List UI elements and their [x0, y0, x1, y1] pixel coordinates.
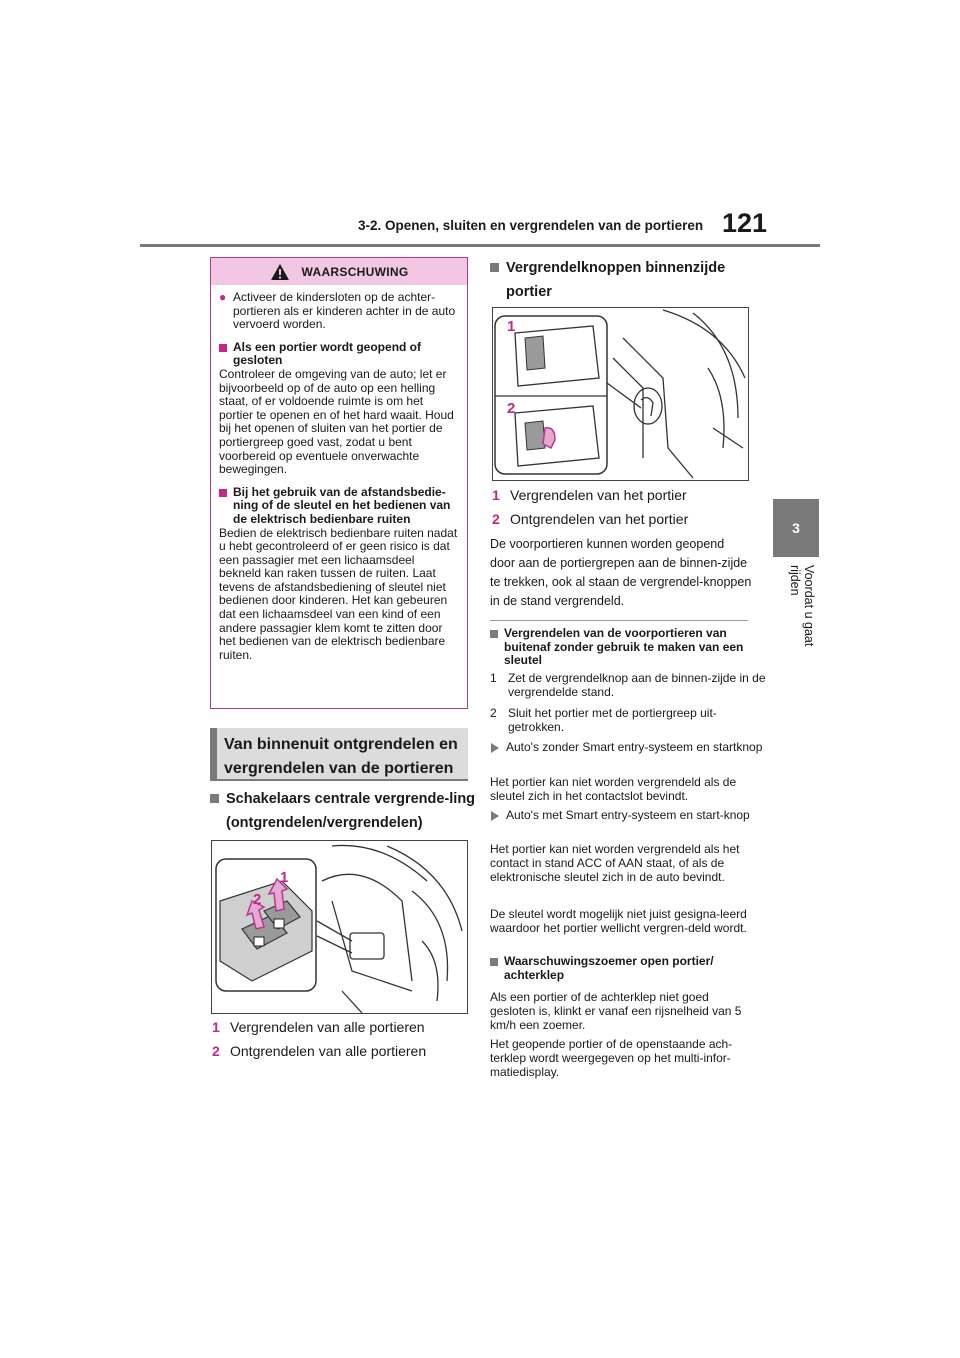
warning-header [211, 258, 467, 285]
page-number: 121 [722, 208, 768, 238]
chapter-label: Voordat u gaat rijden [788, 565, 816, 647]
arrow-item-1-text: Het portier kan niet worden vergrendeld als de sleutel zich in het contactslot bevindt. [490, 775, 737, 803]
arrow-item-1: Auto's zonder Smart entry-systeem en startknop [490, 741, 764, 755]
switch-illustration [212, 841, 467, 1013]
left-subheading: Schakelaars centrale vergrende-ling (ontgrendelen/vergrendelen) [210, 787, 486, 835]
figure-label-2: 2 [253, 891, 262, 908]
right-paragraph: De voorportieren kunnen worden geopend door aan de portiergrepen aan de binnen-zijde te trekken, ook al staan de vergrendel-knoppen in de stand vergrendeld. [490, 537, 752, 608]
central-lock-switch-figure [211, 840, 468, 1014]
step-2: 2 Sluit het portier met de portiergreep uit-getrokken. [490, 706, 717, 734]
warning-bullet: ● Activeer de kindersloten op de achter-portieren als er kinderen achter in de auto vervoerd worden. [219, 290, 456, 332]
warning-paragraph: Controleer de omgeving van de auto; let er bijvoorbeeld op of de auto op een helling staat, of er voldoende ruimte is om het portier te openen en of het hard waait. Houd bij het openen of sluiten van het portier de portiergreep goed vast, zodat u bent voorbereid op eventuele onverwachte bewegingen. [219, 366, 454, 477]
arrow-item-2-text: Het portier kan niet worden vergrendeld als het contact in stand ACC of AAN staat, of als de elektronische sleutel zich in de auto bevindt. [490, 842, 740, 884]
chapter-tab: 3 [773, 499, 819, 557]
warning-box [210, 257, 468, 709]
right-caption-2: 2 Ontgrendelen van het portier [492, 511, 689, 527]
square-bullet-icon [219, 489, 227, 497]
square-bullet-icon [219, 344, 227, 352]
figure-label-1: 1 [507, 318, 516, 335]
square-bullet-icon [490, 958, 498, 966]
door-lock-knob-figure [492, 307, 749, 481]
section-title: Van binnenuit ontgrendelen en vergrendelen van de portieren [210, 728, 468, 779]
square-bullet-icon [490, 263, 499, 272]
left-caption-2: 2 Ontgrendelen van alle portieren [212, 1043, 427, 1059]
square-bullet-icon [210, 794, 219, 803]
right-paragraph: Als een portier of de achterklep niet goed gesloten is, klinkt er vanaf een rijsnelheid van 5 km/h een zoemer. [490, 990, 742, 1032]
knob-illustration [493, 308, 748, 480]
right-subheading-small: Vergrendelen van de voorportieren van buitenaf zonder gebruik te maken van een sleutel [490, 627, 766, 668]
warning-subheading: Als een portier wordt geopend of gesloten [219, 341, 459, 368]
section-rule [210, 779, 468, 781]
right-subheading-small: Waarschuwingszoemer open portier/ achterklep [490, 955, 766, 982]
bullet-dot-icon: ● [219, 290, 227, 304]
warning-title: WAARSCHUWING [301, 264, 409, 279]
header-rule [140, 244, 820, 247]
figure-label-1: 1 [280, 869, 289, 886]
warning-paragraph: Bedien de elektrisch bedienbare ruiten nadat u hebt gecontroleerd of er geen risico is dat een passagier met een lichaamsdeel bekneld kan raken tussen de ruiten. Laat tevens de afstandsbediening of sleutel niet bedienen door kinderen. Het kan gebeuren dat een lichaamsdeel van een kind of een andere passagier klem komt te zitten door het bedienen van de elektrisch bedienbare ruiten. [219, 525, 458, 662]
figure-label-2: 2 [507, 400, 516, 417]
warning-triangle-icon [270, 263, 290, 281]
divider [490, 620, 748, 621]
left-caption-1: 1 Vergrendelen van alle portieren [212, 1019, 425, 1035]
right-paragraph: Het geopende portier of de openstaande ach-terklep wordt weergegeven op het multi-infor-matiedisplay. [490, 1037, 733, 1079]
running-header: 3-2. Openen, sluiten en vergrendelen van de portieren [358, 218, 704, 233]
arrow-item-2-text2: De sleutel wordt mogelijk niet juist gesigna-leerd waardoor het portier wellicht vergren-deld wordt. [490, 907, 747, 935]
warning-subheading: Bij het gebruik van de afstandsbedie-ning of de sleutel en het bedienen van de elektrisch bedienbare ruiten [219, 486, 459, 527]
arrow-item-2: Auto's met Smart entry-systeem en start-knop [490, 809, 764, 823]
right-caption-1: 1 Vergrendelen van het portier [492, 487, 687, 503]
arrow-right-icon [491, 811, 499, 821]
arrow-right-icon [491, 743, 499, 753]
right-subheading: Vergrendelknoppen binnenzijde portier [490, 256, 766, 304]
step-1: 1 Zet de vergrendelknop aan de binnen-zijde in de vergrendelde stand. [490, 671, 766, 699]
square-bullet-icon [490, 630, 498, 638]
